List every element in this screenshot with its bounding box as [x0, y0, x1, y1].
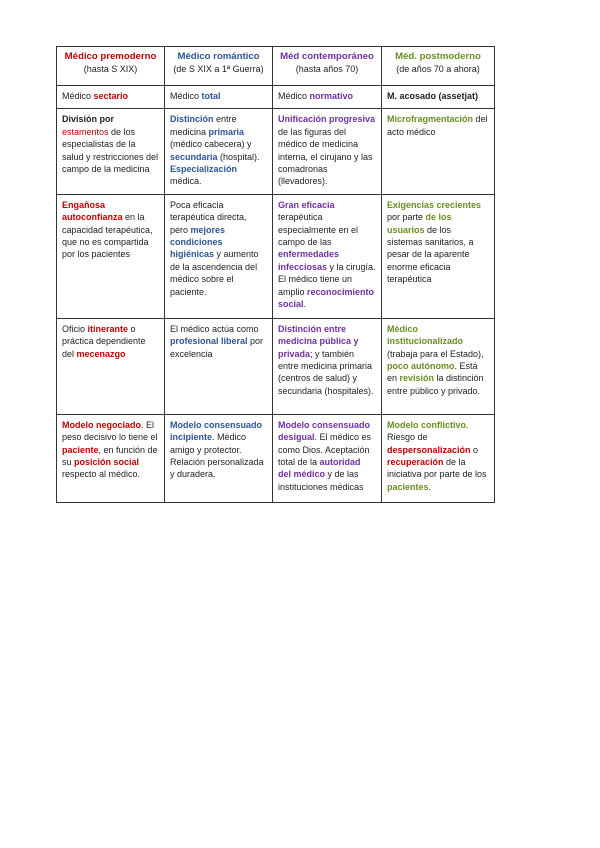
cell-r4-c2: El médico actúa como profesional liberal por excelencia [165, 318, 273, 414]
header-contemporaneo: Méd contemporáneo (hasta años 70) [273, 47, 382, 86]
cell-r4-c4: Médico institucionalizado (trabaja para el Estado), poco autónomo. Está en revisión la distinción entre público y privado. [382, 318, 495, 414]
cell-r4-c1: Oficio itinerante o práctica dependiente del mecenazgo [57, 318, 165, 414]
cell-r3-c1: Engañosa autoconfianza en la capacidad terapéutica, que no es compartida por los pacientes [57, 194, 165, 318]
row-eficacia [57, 194, 495, 318]
comparison-table [56, 46, 495, 503]
cell-r3-c2: Poca eficacia terapéutica directa, pero mejores condiciones higiénicas y aumento de la ascendencia del médico sobre el paciente. [165, 194, 273, 318]
cell-r3-c4: Exigencias crecientes por parte de los usuarios de los sistemas sanitarios, a pesar de la aparente enorme eficacia terapéutica [382, 194, 495, 318]
header-row [57, 47, 495, 86]
header-romantico: Médico romántico (de S XIX a 1ª Guerra) [165, 47, 273, 86]
cell-r2-c3: Unificación progresiva de las figuras del médico de medicina interna, el cirujano y las comadronas (llevadores). [273, 109, 382, 194]
cell-r1-c3: Médico normativo [273, 86, 382, 109]
cell-r5-c1: Modelo negociado. El peso decisivo lo tiene el paciente, en función de su posición social respecto al médico. [57, 414, 165, 502]
cell-r1-c2: Médico total [165, 86, 273, 109]
row-relacion [57, 414, 495, 502]
row-tipo-medico [57, 86, 495, 109]
cell-r5-c3: Modelo consensuado desigual. El médico es como Dios. Aceptación total de la autoridad del médico y de las instituciones médicas [273, 414, 382, 502]
cell-r2-c4: Microfragmentación del acto médico [382, 109, 495, 194]
cell-r4-c3: Distinción entre medicina pública y privada; y también entre medicina primaria (centros de salud) y secundaria (hospitales). [273, 318, 382, 414]
row-estructura [57, 109, 495, 194]
row-ejercicio [57, 318, 495, 414]
header-premoderno: Médico premoderno (hasta S XIX) [57, 47, 165, 86]
header-postmoderno: Méd. postmoderno (de años 70 a ahora) [382, 47, 495, 86]
cell-r1-c1: Médico sectario [57, 86, 165, 109]
cell-r3-c3: Gran eficacia terapéutica especialmente en el campo de las enfermedades infecciosas y la cirugía. El médico tiene un amplio reconocimiento social. [273, 194, 382, 318]
cell-r1-c4: M. acosado (assetjat) [382, 86, 495, 109]
cell-r5-c4: Modelo conflictivo. Riesgo de despersonalización o recuperación de la iniciativa por parte de los pacientes. [382, 414, 495, 502]
cell-r2-c1: División por estamentos de los especialistas de la salud y restricciones del campo de la medicina [57, 109, 165, 194]
cell-r2-c2: Distinción entre medicina primaria (médico cabecera) y secundaria (hospital). Especialización médica. [165, 109, 273, 194]
cell-r5-c2: Modelo consensuado incipiente. Médico amigo y protector. Relación personalizada y duradera. [165, 414, 273, 502]
